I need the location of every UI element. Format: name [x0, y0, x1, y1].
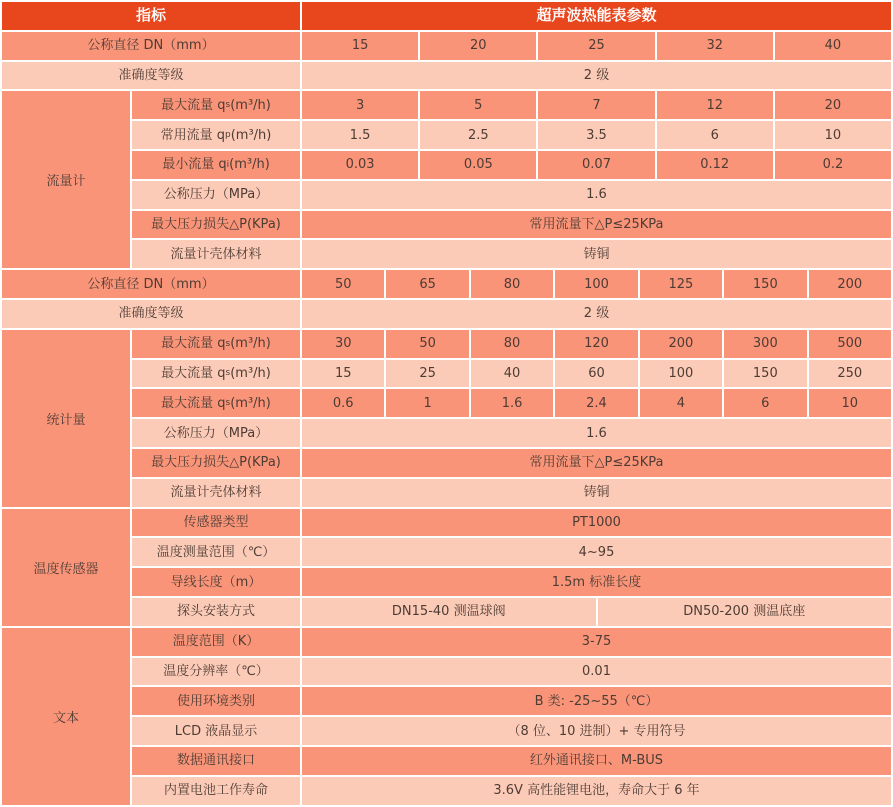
header-indicator-cell: 指标	[2, 2, 300, 30]
data-cell: 20	[775, 91, 891, 119]
row-label-cell: 温度测量范围（℃）	[132, 538, 300, 566]
group-rows	[132, 628, 891, 805]
table-row	[132, 598, 891, 626]
data-cell: DN50-200 测温底座	[598, 598, 892, 626]
data-cell: B 类: -25~55（℃）	[302, 687, 891, 715]
table-row	[132, 687, 891, 715]
group-section	[2, 91, 891, 268]
table-row	[132, 568, 891, 596]
data-cell: （8 位、10 进制）+ 专用符号	[302, 717, 891, 745]
table-row	[132, 747, 891, 775]
data-cell: 6	[724, 389, 806, 417]
data-cell: 30	[302, 330, 384, 358]
data-cell: 3	[302, 91, 418, 119]
data-cell: 0.6	[302, 389, 384, 417]
data-cell: 红外通讯接口、M-BUS	[302, 747, 891, 775]
data-cell: 3.6V 高性能锂电池，寿命大于 6 年	[302, 777, 891, 805]
data-cell: 2 级	[302, 62, 891, 90]
data-cell: 4	[640, 389, 722, 417]
group-section	[2, 628, 891, 805]
table-row	[132, 449, 891, 477]
table-row	[132, 121, 891, 149]
table-row	[132, 330, 891, 358]
data-cell: 20	[420, 32, 536, 60]
group-section	[2, 330, 891, 507]
data-cell: 1.5	[302, 121, 418, 149]
table-row	[132, 777, 891, 805]
row-label-cell: 最大流量 q s (m³/h)	[132, 330, 300, 358]
data-cell: 40	[471, 360, 553, 388]
table-row	[132, 658, 891, 686]
data-cell: 1.6	[471, 389, 553, 417]
row-label-cell: 探头安装方式	[132, 598, 300, 626]
data-cell: 200	[809, 270, 891, 298]
table-row	[132, 538, 891, 566]
table-row	[132, 240, 891, 268]
row-label-cell: 最大压力损失△P(KPa)	[132, 211, 300, 239]
row-label-cell: LCD 液晶显示	[132, 717, 300, 745]
data-cell: 0.05	[420, 151, 536, 179]
data-cell: 12	[657, 91, 773, 119]
data-cell: 2 级	[302, 300, 891, 328]
table-row	[132, 479, 891, 507]
data-cell: 65	[386, 270, 468, 298]
table-row	[132, 717, 891, 745]
group-section	[2, 509, 891, 626]
row-label-cell: 温度范围（K）	[132, 628, 300, 656]
group-rows	[132, 91, 891, 268]
data-cell: 15	[302, 360, 384, 388]
group-label-cell: 统计量	[2, 330, 130, 507]
data-cell: 100	[555, 270, 637, 298]
data-cell: DN15-40 测温球阀	[302, 598, 596, 626]
row-label-cell: 准确度等级	[2, 62, 300, 90]
data-cell: 300	[724, 330, 806, 358]
data-cell: 2.5	[420, 121, 536, 149]
table-row	[2, 300, 891, 328]
data-cell: 50	[302, 270, 384, 298]
data-cell: 铸铜	[302, 479, 891, 507]
data-cell: 0.12	[657, 151, 773, 179]
header-row	[2, 2, 891, 30]
group-label-cell: 流量计	[2, 91, 130, 268]
row-label-cell: 流量计壳体材料	[132, 479, 300, 507]
row-label-cell: 内置电池工作寿命	[132, 777, 300, 805]
table-row	[2, 32, 891, 60]
data-cell: 200	[640, 330, 722, 358]
table-row	[2, 270, 891, 298]
group-label-cell: 温度传感器	[2, 509, 130, 626]
row-label-cell: 传感器类型	[132, 509, 300, 537]
table-row	[132, 628, 891, 656]
data-cell: 10	[775, 121, 891, 149]
data-cell: 常用流量下△P≤25KPa	[302, 211, 891, 239]
data-cell: 3.5	[538, 121, 654, 149]
data-cell: 1.6	[302, 181, 891, 209]
data-cell: 6	[657, 121, 773, 149]
data-cell: 1.6	[302, 419, 891, 447]
data-cell: 25	[538, 32, 654, 60]
table-row	[132, 509, 891, 537]
group-rows	[132, 509, 891, 626]
table-row	[132, 151, 891, 179]
table-row	[132, 389, 891, 417]
data-cell: 0.01	[302, 658, 891, 686]
data-cell: 10	[809, 389, 891, 417]
data-cell: 150	[724, 360, 806, 388]
data-cell: 25	[386, 360, 468, 388]
group-label-cell: 文本	[2, 628, 130, 805]
row-label-cell: 温度分辨率（℃）	[132, 658, 300, 686]
row-label-cell: 最大流量 q s (m³/h)	[132, 389, 300, 417]
table-row	[2, 62, 891, 90]
data-cell: 60	[555, 360, 637, 388]
row-label-cell: 数据通讯接口	[132, 747, 300, 775]
row-label-cell: 公称压力（MPa）	[132, 181, 300, 209]
row-label-cell: 公称压力（MPa）	[132, 419, 300, 447]
data-cell: 40	[775, 32, 891, 60]
data-cell: 0.03	[302, 151, 418, 179]
data-cell: 5	[420, 91, 536, 119]
data-cell: 120	[555, 330, 637, 358]
data-cell: PT1000	[302, 509, 891, 537]
data-cell: 125	[640, 270, 722, 298]
row-label-cell: 公称直径 DN（mm）	[2, 270, 300, 298]
data-cell: 500	[809, 330, 891, 358]
row-label-cell: 最小流量 q i (m³/h)	[132, 151, 300, 179]
data-cell: 15	[302, 32, 418, 60]
data-cell: 250	[809, 360, 891, 388]
data-cell: 80	[471, 330, 553, 358]
group-rows	[132, 330, 891, 507]
data-cell: 2.4	[555, 389, 637, 417]
row-label-cell: 最大压力损失△P(KPa)	[132, 449, 300, 477]
data-cell: 3-75	[302, 628, 891, 656]
table-row	[132, 211, 891, 239]
data-cell: 7	[538, 91, 654, 119]
data-cell: 80	[471, 270, 553, 298]
row-label-cell: 导线长度（m）	[132, 568, 300, 596]
data-cell: 4~95	[302, 538, 891, 566]
data-cell: 50	[386, 330, 468, 358]
data-cell: 100	[640, 360, 722, 388]
data-cell: 铸铜	[302, 240, 891, 268]
row-label-cell: 准确度等级	[2, 300, 300, 328]
row-label-cell: 常用流量 q p (m³/h)	[132, 121, 300, 149]
data-cell: 0.07	[538, 151, 654, 179]
data-cell: 1.5m 标准长度	[302, 568, 891, 596]
table-row	[132, 181, 891, 209]
table-row	[132, 360, 891, 388]
data-cell: 常用流量下△P≤25KPa	[302, 449, 891, 477]
row-label-cell: 最大流量 q s (m³/h)	[132, 360, 300, 388]
data-cell: 0.2	[775, 151, 891, 179]
data-cell: 32	[657, 32, 773, 60]
row-label-cell: 最大流量 q s (m³/h)	[132, 91, 300, 119]
data-cell: 1	[386, 389, 468, 417]
row-label-cell: 流量计壳体材料	[132, 240, 300, 268]
table-row	[132, 91, 891, 119]
row-label-cell: 使用环境类别	[132, 687, 300, 715]
data-cell: 150	[724, 270, 806, 298]
row-label-cell: 公称直径 DN（mm）	[2, 32, 300, 60]
header-params-cell: 超声波热能表参数	[302, 2, 891, 30]
table-row	[132, 419, 891, 447]
